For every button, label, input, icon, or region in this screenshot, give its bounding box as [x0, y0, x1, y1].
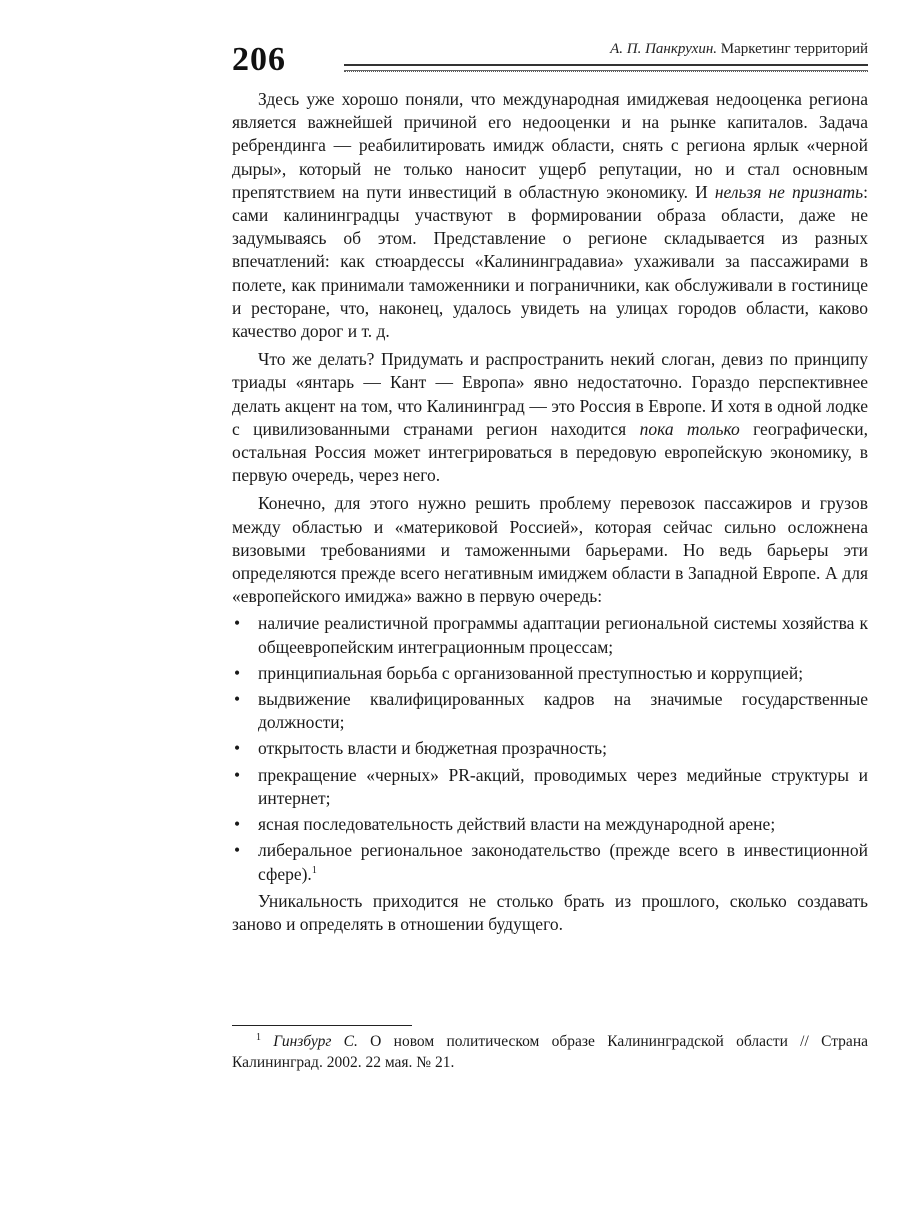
closing-paragraph: Уникальность приходится не столько брать из прошлого, сколько создавать заново и определять в отношении будущего. [232, 890, 868, 934]
footnote-marker: 1 [256, 1031, 261, 1043]
list-item [232, 737, 868, 760]
footnote [232, 1031, 868, 1073]
paragraph-1-emphasis: нельзя не признать [714, 181, 864, 202]
list-item-text: либеральное региональное законодательство (прежде всего в инвестиционной сфере). [258, 840, 868, 884]
paragraph-2-tail: географически, остальная Россия может интегрироваться в передовую европейскую экономику, в первую очередь, через него. [232, 418, 868, 486]
list-item-text: принципиальная борьба с организованной преступностью и коррупцией; [258, 662, 804, 683]
paragraph-3: Конечно, для этого нужно решить проблему перевозок пассажиров и грузов между областью и «материковой Россией», которая сейчас сильно осложнена визовыми требованиями и таможенными барьерами. Но ведь барьеры эти определяются прежде всего негативным имиджем области в Западной Европе. А для «европейского имиджа» важно в первую очередь: [232, 493, 868, 607]
footnote-author: Гинзбург С. [273, 1033, 358, 1050]
bullet-icon: • [234, 613, 241, 634]
list-item [232, 688, 868, 734]
paragraph-1-text: Здесь уже хорошо поняли, что международная имиджевая недооценка региона является важнейшей причиной его недооценки и на рынке капиталов. Задача ребрендинга — реабилитировать имидж области, снять с региона ярлык «черной дыры», который не только наносит ущерб репутации, но и стал основным препятствием на пути инвестиций в областную экономику. И [232, 89, 868, 202]
list-item-text: выдвижение квалифицированных кадров на значимые государственные должности; [258, 689, 868, 733]
list-item [232, 662, 868, 685]
footnote-ref[interactable]: 1 [311, 864, 317, 876]
list-item-text: ясная последовательность действий власти на международной арене; [258, 814, 776, 835]
running-head [610, 40, 868, 58]
list-item [232, 612, 868, 658]
paragraph-2-emphasis: пока только [639, 418, 740, 439]
paragraph-1 [232, 88, 868, 343]
list-item [232, 813, 868, 836]
header-rule-dotted [344, 71, 868, 72]
running-head-title: Маркетинг территорий [720, 41, 868, 57]
list-item [232, 764, 868, 810]
footnote-text: О новом политическом образе Калининградской области // Страна Калининград. 2002. 22 мая. № 21. [232, 1033, 868, 1071]
page-body [232, 88, 868, 936]
bullet-icon: • [234, 814, 241, 835]
page-header [232, 40, 868, 80]
list-item [232, 839, 868, 885]
list-item-text: открытость власти и бюджетная прозрачность; [258, 738, 608, 759]
bullet-icon: • [234, 662, 241, 683]
paragraph-2 [232, 348, 868, 487]
bullet-icon: • [234, 738, 241, 759]
footnote-rule [232, 1025, 412, 1026]
paragraph-1-tail: : сами калининградцы участвуют в формировании образа области, даже не задумываясь об этом. Представление о регионе складывается из разных впечатлений: как стюардессы «Калининградавиа» ухаживали за пассажирами в полете, как принимали таможенники и пограничники, как обслуживали в гостинице и ресторане, что, наконец, удалось увидеть на улицах городов области, каково качество дорог и т. д. [232, 181, 868, 342]
page-number: 206 [232, 41, 286, 78]
list-item-text: прекращение «черных» PR-акций, проводимых через медийные структуры и интернет; [258, 764, 868, 808]
running-head-author: А. П. Панкрухин. [610, 41, 718, 57]
bullet-list [232, 612, 868, 885]
bullet-icon: • [234, 840, 241, 861]
paragraph-2-text: Что же делать? Придумать и распространить некий слоган, девиз по принципу триады «янтарь — Кант — Европа» явно недостаточно. Гораздо перспективнее делать акцент на том, что Калининград — это Россия в Европе. И хотя в одной лодке с цивилизованными странами регион находится [232, 349, 868, 439]
bullet-icon: • [234, 764, 241, 785]
header-rule [344, 64, 868, 71]
list-item-text: наличие реалистичной программы адаптации региональной системы хозяйства к общеевропейским интеграционным процессам; [258, 613, 868, 657]
bullet-icon: • [234, 689, 241, 710]
